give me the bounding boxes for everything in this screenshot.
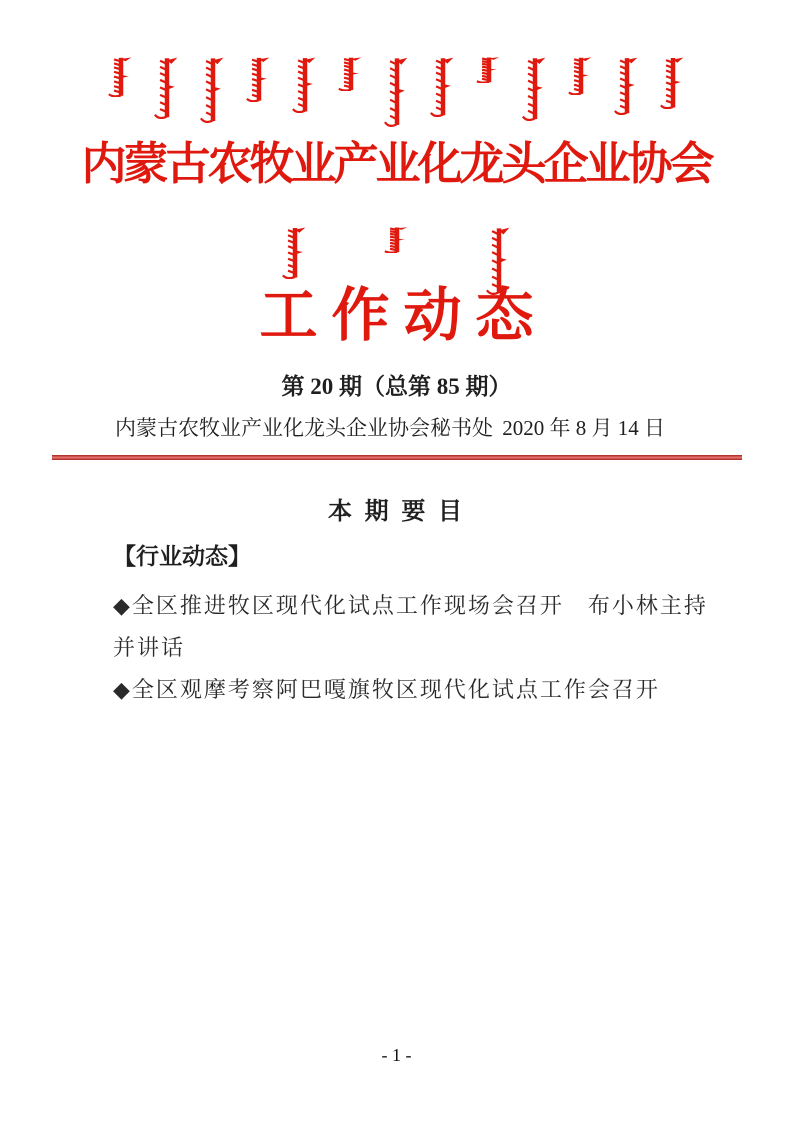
mongolian-script-word-icon <box>108 57 134 97</box>
mongolian-script-word-icon <box>476 57 502 83</box>
mongolian-script-word-icon <box>384 227 410 253</box>
mongolian-script-row-top <box>0 0 793 129</box>
toc-item: ◆全区推进牧区现代化试点工作现场会召开 布小林主持 <box>113 593 708 618</box>
mongolian-script-word-icon <box>282 227 308 279</box>
mongolian-script-word-icon <box>292 57 318 113</box>
toc-item-list <box>113 585 733 711</box>
page-number: - 1 - <box>381 1045 412 1065</box>
publisher-name: 内蒙古农牧业产业化龙头企业协会秘书处 <box>115 416 493 440</box>
toc-heading: 本 期 要 目 <box>327 498 465 525</box>
toc-item: ◆全区观摩考察阿巴嘎旗牧区现代化试点工作会召开 <box>113 677 660 702</box>
toc-section-title: 【行业动态】 <box>113 543 251 569</box>
mongolian-script-word-icon <box>338 57 364 91</box>
mongolian-script-word-icon <box>430 57 456 117</box>
mongolian-script-word-icon <box>660 57 686 109</box>
red-divider-rule <box>52 455 742 460</box>
mongolian-script-row-mid <box>0 227 793 289</box>
mongolian-script-word-icon <box>568 57 594 95</box>
org-title: 内蒙古农牧业产业化龙头企业协会 <box>81 139 712 189</box>
mongolian-script-word-icon <box>154 57 180 119</box>
toc-item-continuation: 并讲话 <box>113 635 186 660</box>
publish-date: 2020 年 8 月 14 日 <box>502 416 665 440</box>
mongolian-script-word-icon <box>384 57 410 127</box>
mongolian-script-word-icon <box>522 57 548 121</box>
bulletin-title: 工作动态 <box>259 283 548 348</box>
mongolian-script-word-icon <box>614 57 640 115</box>
issue-number-line: 第 20 期（总第 85 期） <box>281 374 512 399</box>
mongolian-script-word-icon <box>200 57 226 123</box>
publisher-row <box>115 415 665 441</box>
mongolian-script-word-icon <box>246 57 272 102</box>
